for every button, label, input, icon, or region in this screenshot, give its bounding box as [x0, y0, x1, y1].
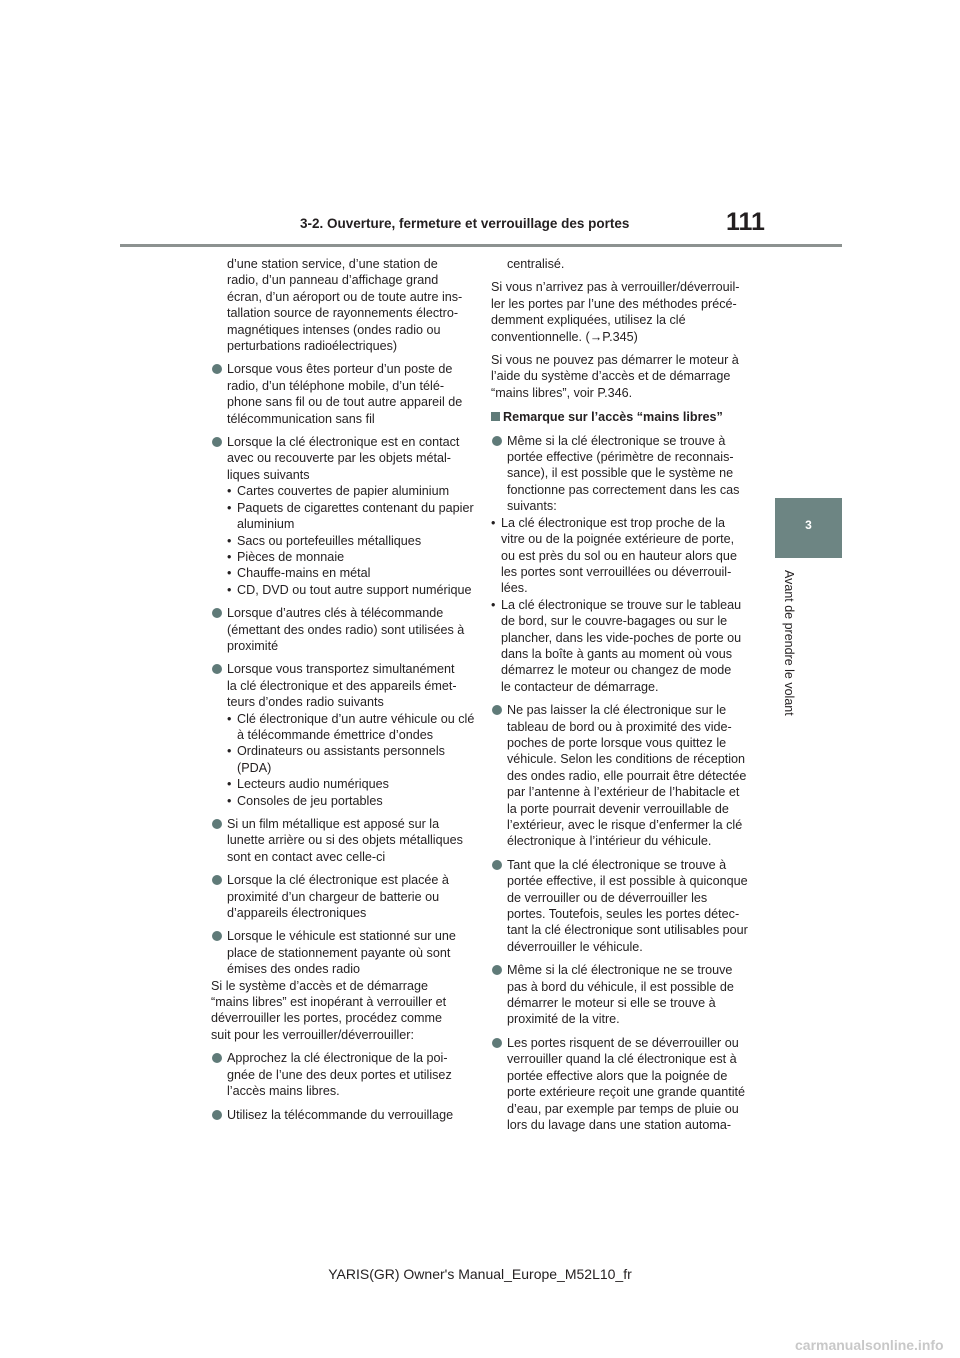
- sub-list: [211, 711, 483, 809]
- continuation-text: centralisé.: [507, 257, 565, 271]
- left-column: [211, 256, 483, 1123]
- sub-list-item: • Chauffe-mains en métal: [227, 566, 371, 581]
- bullet-icon: [492, 705, 502, 715]
- paragraph: Si le système d’accès et de démarrage “mains libres” est inopérant à verrouiller et déverrouiller les portes, procédez comme suit pour les verrouiller/déverrouiller:: [211, 978, 447, 1042]
- sub-bullet-icon: •: [491, 515, 496, 530]
- bullet-icon: [212, 875, 222, 885]
- chapter-title: Avant de prendre le volant: [782, 570, 796, 716]
- sub-list-item: • CD, DVD ou tout autre support numérique: [227, 582, 472, 597]
- bullet-item: Même si la clé électronique se trouve à portée effective (périmètre de reconnais- sance), il est possible que le système ne fonctionne pas correctement dans les cas suivants:: [491, 433, 763, 515]
- continuation-text: d’une station service, d’une station de radio, d’un panneau d’affichage grand écran, d’un aéroport ou de toute autre ins- tallation source de rayonnements électro- magnétiques intenses (ondes radio ou perturbations radioélectriques): [227, 257, 463, 354]
- bullet-item: Même si la clé électronique ne se trouve pas à bord du véhicule, il est possible de démarrer le moteur si elle se trouve à proximité de la vitre.: [491, 962, 763, 1028]
- bullet-item: Lorsque le véhicule est stationné sur une place de stationnement payante où sont émises des ondes radio: [211, 928, 483, 977]
- sub-list-item: • Sacs ou portefeuilles métalliques: [227, 533, 422, 548]
- sub-list-item: • La clé électronique est trop proche de la vitre ou de la poignée extérieure de porte, ou est près du sol ou en hauteur alors que les portes sont verrouillées ou déverrouil- lées.: [491, 515, 737, 596]
- sub-bullet-icon: •: [227, 533, 232, 548]
- bullet-icon: [212, 1053, 222, 1063]
- sub-list-item: • Paquets de cigarettes contenant du papier aluminium: [227, 500, 474, 532]
- manual-id: YARIS(GR) Owner's Manual_Europe_M52L10_fr: [328, 1266, 632, 1282]
- sub-list-item: • Pièces de monnaie: [227, 549, 345, 564]
- sub-list-item: • La clé électronique se trouve sur le tableau de bord, sur le couvre-bagages ou sur le plancher, dans les vide-poches de porte ou dans la boîte à gants au moment où vous démarrez le moteur ou changez de mode le contacteur de démarrage.: [491, 597, 742, 694]
- bullet-item: Lorsque la clé électronique est en contact avec ou recouverte par les objets métal- liques suivants: [211, 434, 483, 483]
- bullet-icon: [492, 860, 502, 870]
- bullet-icon: [212, 608, 222, 618]
- chapter-number: 3: [805, 518, 812, 532]
- bullet-item: Lorsque vous transportez simultanément la clé électronique et des appareils émet- teurs d’ondes radio suivants: [211, 661, 483, 710]
- sub-list: [491, 515, 763, 695]
- bullet-icon: [212, 1110, 222, 1120]
- svg-text:carmanualsonline.info: carmanualsonline.info: [795, 1337, 944, 1353]
- paragraph: Si vous n’arrivez pas à verrouiller/déverrouil- ler les portes par l’une des méthodes précé- demment expliquées, utilisez la clé conventionnelle. (→P.345): [491, 280, 740, 344]
- bullet-item: Lorsque vous êtes porteur d’un poste de radio, d’un téléphone mobile, d’un télé- phone sans fil ou de tout autre appareil de télécommunication sans fil: [211, 361, 483, 427]
- bullet-item: Si un film métallique est apposé sur la lunette arrière ou si des objets métalliques sont en contact avec celle-ci: [211, 816, 483, 865]
- sub-list: [211, 483, 483, 598]
- sub-list-item: • Consoles de jeu portables: [227, 793, 383, 808]
- sub-bullet-icon: •: [227, 744, 232, 759]
- bullet-icon: [212, 664, 222, 674]
- watermark: [795, 1336, 955, 1354]
- section-heading: Remarque sur l’accès “mains libres”: [491, 409, 763, 425]
- bullet-item: Utilisez la télécommande du verrouillage: [211, 1107, 483, 1123]
- sub-list-item: • Lecteurs audio numériques: [227, 777, 389, 792]
- paragraph: Si vous ne pouvez pas démarrer le moteur à l’aide du système d’accès et de démarrage “mains libres”, voir P.346.: [491, 353, 739, 400]
- bullet-icon: [212, 364, 222, 374]
- bullet-item: Lorsque la clé électronique est placée à proximité d’un chargeur de batterie ou d’appareils électroniques: [211, 872, 483, 921]
- chapter-label-container: [775, 570, 817, 780]
- bullet-icon: [492, 1038, 502, 1048]
- bullet-item: Ne pas laisser la clé électronique sur le tableau de bord ou à proximité des vide- poches de porte lorsque vous quittez le véhicule. Selon les conditions de réception des ondes radio, elle pourrait être détectée par l’antenne à l’extérieur de l’habitacle et la porte pourrait devenir verrouillable de l’extérieur, avec le risque d’enfermer la clé électronique à l’intérieur du véhicule.: [491, 702, 763, 850]
- sub-list-item: • Cartes couvertes de papier aluminium: [227, 484, 450, 499]
- bullet-item: Approchez la clé électronique de la poi- gnée de l’une des deux portes et utilisez l’accès mains libres.: [211, 1050, 483, 1099]
- bullet-icon: [212, 931, 222, 941]
- bullet-icon: [212, 819, 222, 829]
- sub-list-item: • Ordinateurs ou assistants personnels (PDA): [227, 744, 445, 775]
- sub-bullet-icon: •: [227, 500, 232, 515]
- sub-bullet-icon: •: [227, 711, 232, 726]
- chapter-tab: [775, 498, 842, 558]
- watermark-logo: [795, 1336, 955, 1354]
- sub-bullet-icon: •: [227, 549, 232, 564]
- right-column: [491, 256, 763, 1133]
- sub-bullet-icon: •: [227, 582, 232, 597]
- sub-bullet-icon: •: [227, 777, 232, 792]
- sub-bullet-icon: •: [227, 484, 232, 499]
- sub-list-item: • Clé électronique d’un autre véhicule ou clé à télécommande émettrice d’ondes: [227, 711, 475, 742]
- header-rule: [120, 244, 842, 247]
- bullet-item: Lorsque d’autres clés à télécommande (émettant des ondes radio) sont utilisées à proximité: [211, 605, 483, 654]
- sub-bullet-icon: •: [491, 597, 496, 612]
- section-title: 3-2. Ouverture, fermeture et verrouillage des portes: [300, 216, 630, 231]
- bullet-icon: [492, 965, 502, 975]
- bullet-icon: [492, 436, 502, 446]
- bullet-item: Tant que la clé électronique se trouve à portée effective, il est possible à quiconque de verrouiller ou de déverrouiller les portes. Toutefois, seules les portes détec- tant la clé électronique sont utilisables pour déverrouiller le véhicule.: [491, 857, 763, 955]
- sub-bullet-icon: •: [227, 793, 232, 808]
- sub-bullet-icon: •: [227, 566, 232, 581]
- page-number: 111: [726, 208, 765, 236]
- bullet-item: Les portes risquent de se déverrouiller ou verrouiller quand la clé électronique est à portée effective alors que la poignée de porte extérieure reçoit une grande quantité d’eau, par exemple par temps de pluie ou lors du lavage dans une station automa-: [491, 1035, 763, 1133]
- square-bullet-icon: [491, 412, 500, 421]
- bullet-icon: [212, 437, 222, 447]
